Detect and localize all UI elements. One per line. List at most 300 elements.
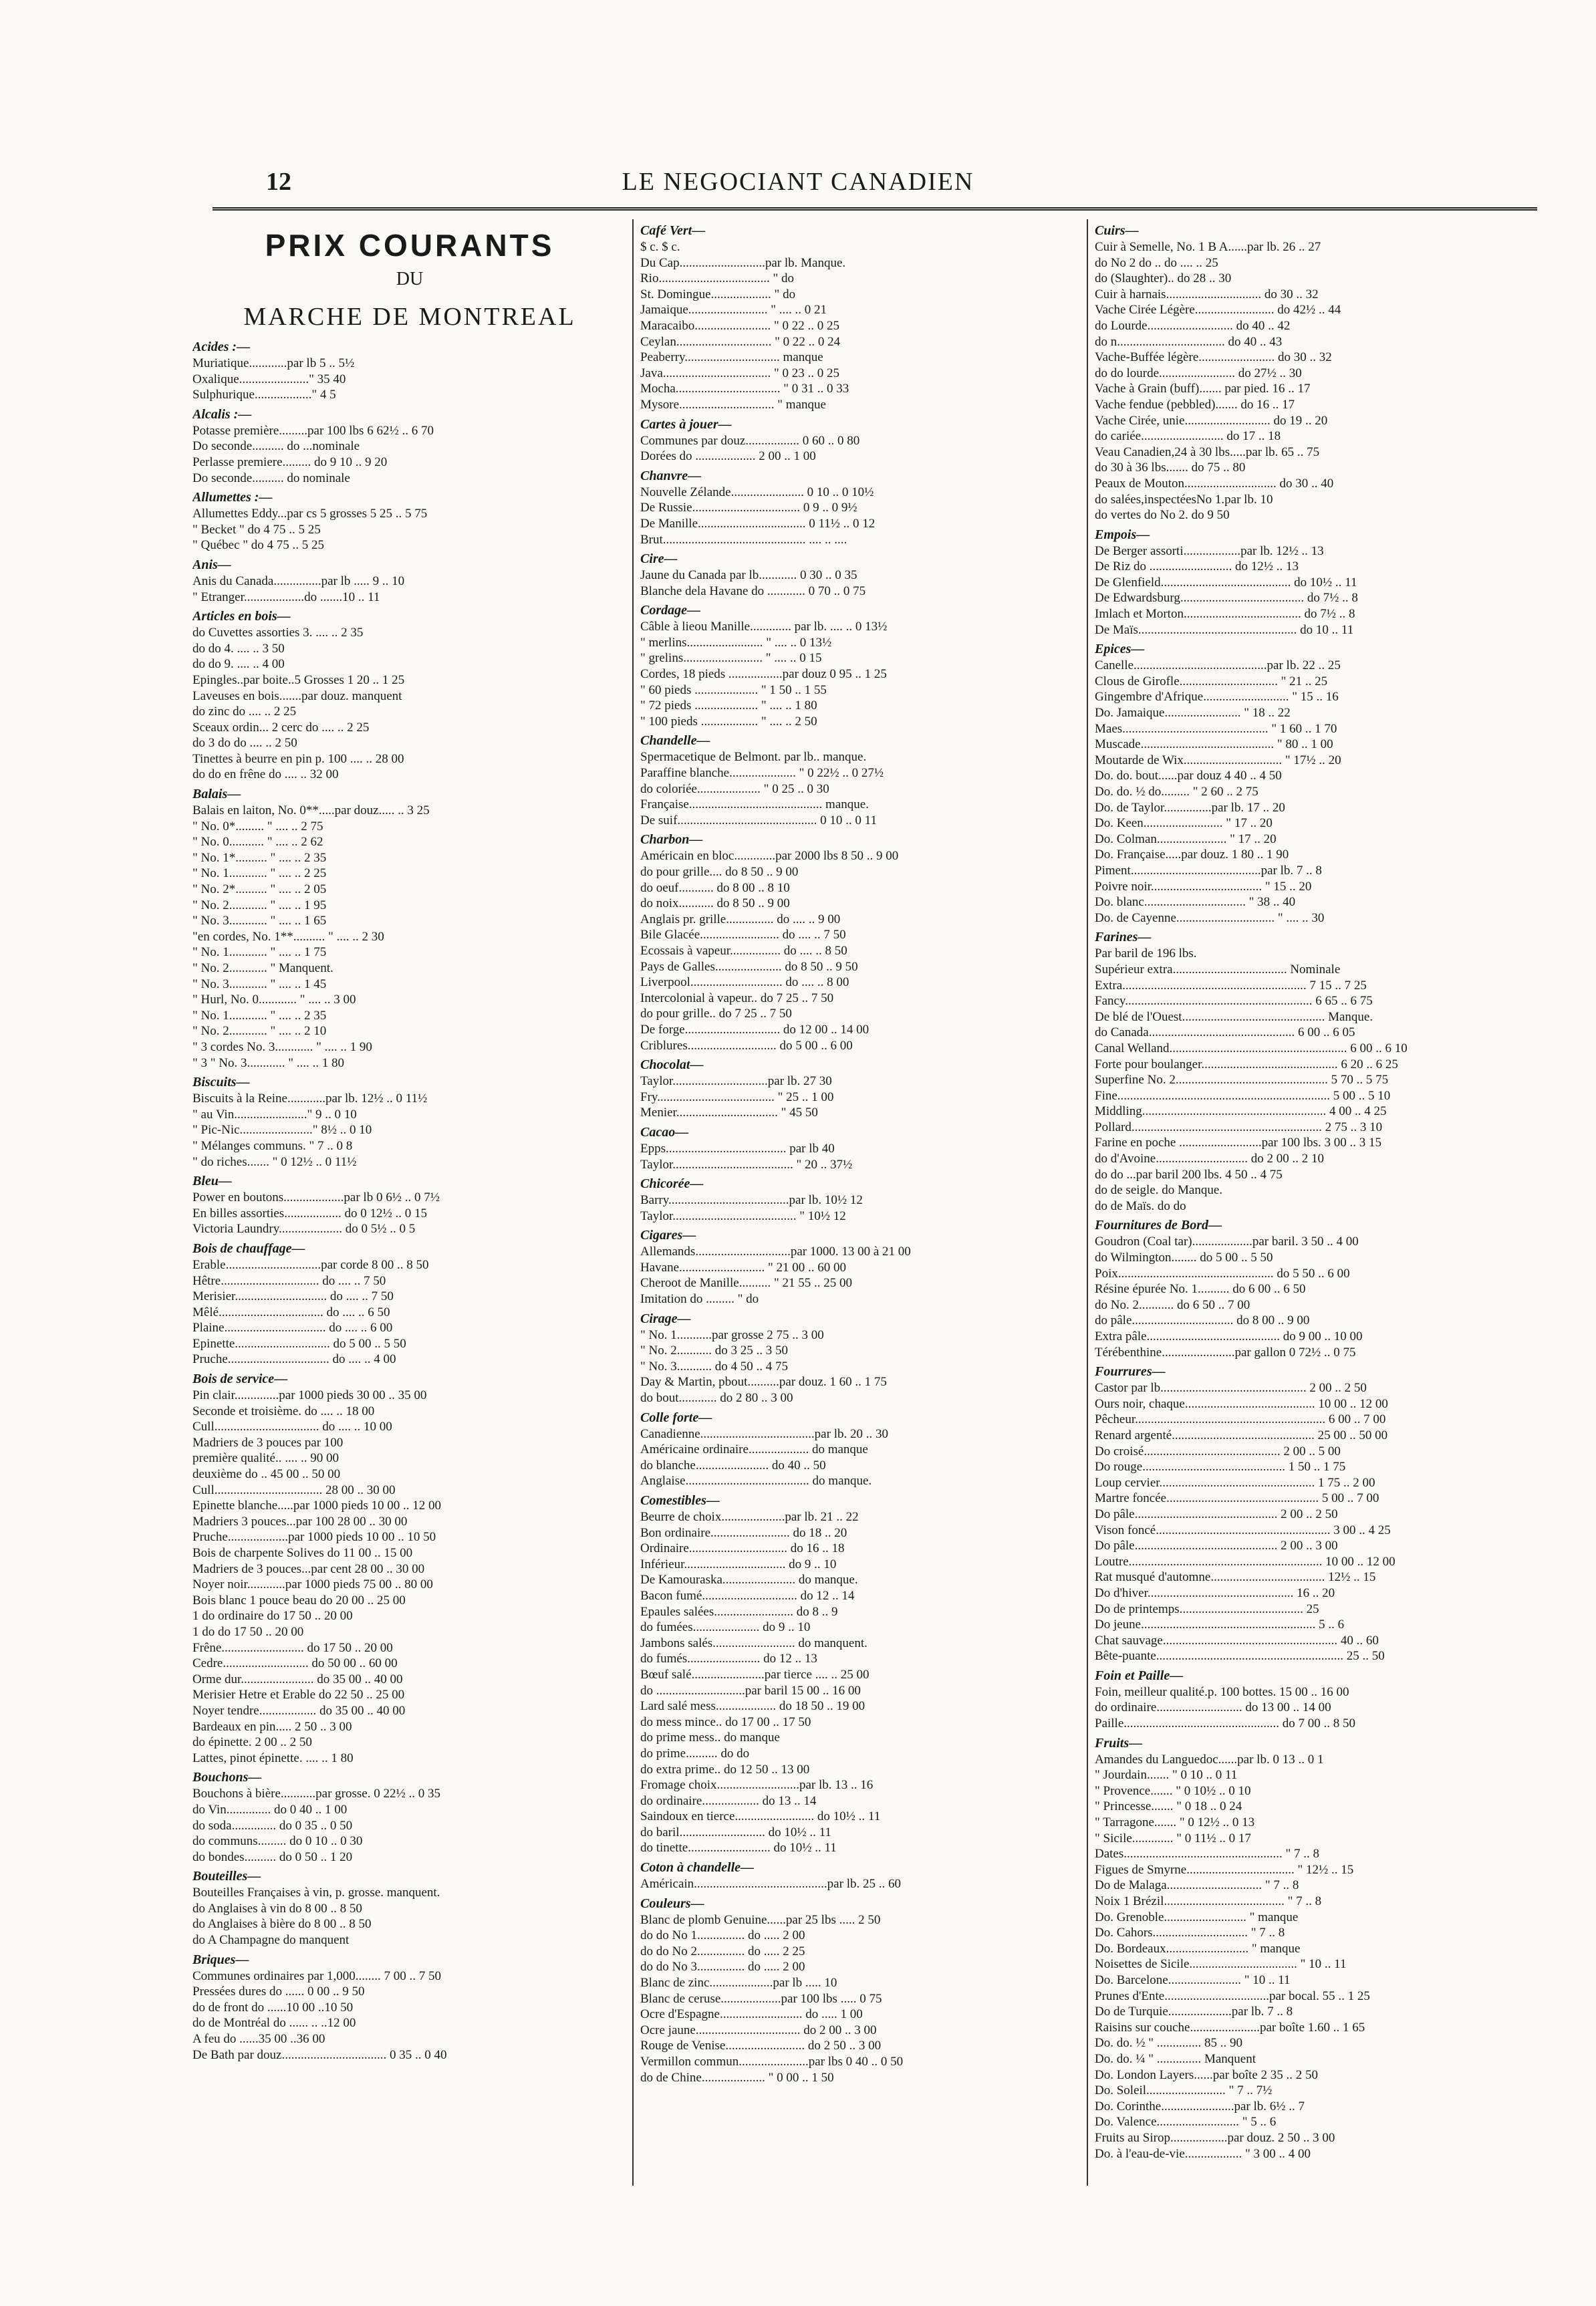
price-row: De Glenfield......................................... do 10½ .. 11 <box>1095 575 1357 590</box>
price-row: do pâle................................ do 8 00 .. 9 00 <box>1095 1313 1310 1328</box>
price-row: Résine épurée No. 1.......... do 6 00 .. 6 50 <box>1095 1282 1306 1297</box>
price-row: Amandes du Languedoc......par lb. 0 13 .. 0 1 <box>1095 1752 1324 1767</box>
price-row: Perlasse premiere......... do 9 10 .. 9 20 <box>192 455 388 469</box>
price-row: " No. 0........... " .... .. 2 62 <box>192 835 323 850</box>
price-row: do de Chine.................... " 0 00 .. 1 50 <box>640 2070 834 2085</box>
price-row: do mess mince.. do 17 00 .. 17 50 <box>640 1714 811 1729</box>
section-heading: Foin et Paille— <box>1095 1668 1184 1683</box>
price-row: Loup cervier................................................. 1 75 .. 2 00 <box>1095 1475 1375 1490</box>
section-heading: Bois de chauffage— <box>192 1241 305 1256</box>
price-row: Pruche...................par 1000 pieds 10 00 .. 10 50 <box>192 1530 436 1545</box>
section-heading: Chocolat— <box>640 1057 704 1073</box>
price-row: Fancy........................................................... 6 65 .. 6 75 <box>1095 994 1373 1009</box>
section-heading: Charbon— <box>640 832 703 848</box>
price-row: " No. 1............ " .... .. 2 25 <box>192 866 327 881</box>
price-row: do do ...par baril 200 lbs. 4 50 .. 4 75 <box>1095 1167 1283 1182</box>
price-row: Epinette.............................. do 5 00 .. 5 50 <box>192 1336 406 1351</box>
price-row: Bête-puante........................................................... 25 .. 50 <box>1095 1649 1385 1664</box>
price-row: Frêne.......................... do 17 50 .. 20 00 <box>192 1640 393 1655</box>
price-row: Ordinaire............................... do 16 .. 18 <box>640 1541 845 1556</box>
price-section <box>640 732 1081 828</box>
price-section <box>192 1172 627 1237</box>
price-row: Taylor...................................... " 20 .. 37½ <box>640 1157 853 1172</box>
price-section <box>640 1409 1081 1489</box>
price-row: Canal Welland........................................................ 6 00 .. 6 10 <box>1095 1041 1408 1055</box>
price-row: Dorées do ................... 2 00 .. 1 00 <box>640 449 816 464</box>
price-row: Bois de charpente Solives do 11 00 .. 15 00 <box>192 1546 413 1560</box>
section-heading: Comestibles— <box>640 1493 720 1508</box>
section-heading: Fourrures— <box>1095 1364 1166 1380</box>
price-row: Java.................................. " 0 23 .. 0 25 <box>640 366 840 380</box>
masthead <box>192 227 627 332</box>
price-section <box>640 416 1081 465</box>
price-row: Laveuses en bois.......par douz. manquent <box>192 688 402 703</box>
section-heading: Colle forte— <box>640 1410 712 1425</box>
price-row: do Wilmington........ do 5 00 .. 5 50 <box>1095 1251 1273 1265</box>
price-row: De Maïs.................................................. do 10 .. 11 <box>1095 622 1354 637</box>
price-row: Blanc de zinc....................par lb ..... 10 <box>640 1976 837 1991</box>
price-row: do de front do ......10 00 ..10 50 <box>192 2000 354 2015</box>
price-row: Canelle..........................................par lb. 22 .. 25 <box>1095 658 1341 673</box>
price-row: De Russie.................................. 0 9 .. 0 9½ <box>640 501 857 515</box>
price-row: Do. de Taylor...............par lb. 17 .. 20 <box>1095 800 1285 815</box>
price-row: Allemands..............................par 1000. 13 00 à 21 00 <box>640 1245 911 1259</box>
price-row: Barry......................................par lb. 10½ 12 <box>640 1193 863 1208</box>
price-row: Lattes, pinot épinette. .... .. 1 80 <box>192 1751 354 1765</box>
price-row: Havane........................... " 21 00 .. 60 00 <box>640 1260 847 1275</box>
masthead-market: MARCHE DE MONTREAL <box>243 303 576 331</box>
price-row: Extra pâle.......................................... do 9 00 .. 10 00 <box>1095 1329 1363 1343</box>
price-row: Chat sauvage....................................................... 40 .. 60 <box>1095 1633 1379 1648</box>
price-row: do cariée.......................... do 17 .. 18 <box>1095 429 1281 444</box>
price-row: Prunes d'Ente.................................par bocal. 55 .. 1 25 <box>1095 1989 1370 2003</box>
price-row: $ c. $ c. <box>640 240 680 254</box>
price-row: " Becket " do 4 75 .. 5 25 <box>192 522 321 537</box>
price-row: Middling.......................................................... 4 00 .. 4 25 <box>1095 1104 1387 1119</box>
price-row: Do. Valence.......................... " 5 .. 6 <box>1095 2115 1277 2130</box>
price-row: Allumettes Eddy...par cs 5 grosses 5 25 .. 5 75 <box>192 507 428 521</box>
price-row: " No. 1............ " .... .. 1 75 <box>192 945 327 960</box>
price-row: do do en frêne do .... .. 32 00 <box>192 767 339 782</box>
price-row: do communs......... do 0 10 .. 0 30 <box>192 1834 363 1849</box>
price-row: " No. 3........... do 4 50 .. 4 75 <box>640 1359 788 1374</box>
price-row: Blanc de ceruse...................par 100 lbs ..... 0 75 <box>640 1991 882 2006</box>
price-row: do de Montréal do ...... .. ..12 00 <box>192 2016 356 2031</box>
price-row: De Bath par douz................................. 0 35 .. 0 40 <box>192 2047 447 2062</box>
price-row: Muriatique............par lb 5 .. 5½ <box>192 356 355 370</box>
section-heading: Alcalis :— <box>192 406 252 422</box>
price-row: Imlach et Morton..................................... do 7½ .. 8 <box>1095 607 1355 622</box>
price-row: " Jourdain....... " 0 10 .. 0 11 <box>1095 1768 1238 1783</box>
price-row: do extra prime.. do 12 50 .. 13 00 <box>640 1762 810 1777</box>
price-section <box>192 1769 627 1865</box>
price-row: Day & Martin, pbout..........par douz. 1 60 .. 1 75 <box>640 1375 887 1390</box>
price-row: Castor par lb.............................................. 2 00 .. 2 50 <box>1095 1381 1367 1396</box>
price-row: Américain en bloc.............par 2000 lbs 8 50 .. 9 00 <box>640 849 899 864</box>
price-row: do baril........................... do 10½ .. 11 <box>640 1825 831 1839</box>
price-row: Do. Française.....par douz. 1 80 .. 1 90 <box>1095 848 1289 862</box>
price-row: Epingles..par boite..5 Grosses 1 20 .. 1 25 <box>192 672 405 687</box>
price-row: do pour grille.. do 7 25 .. 7 50 <box>640 1007 792 1021</box>
price-row: Orme dur....................... do 35 00 .. 40 00 <box>192 1672 403 1686</box>
price-row: Do. London Layers......par boîte 2 35 .. 2 50 <box>1095 2067 1319 2082</box>
price-row: do Anglaises à bière do 8 00 .. 8 50 <box>192 1917 372 1932</box>
price-row: De Riz do .......................... do 12½ .. 13 <box>1095 559 1299 574</box>
price-row: Merisier............................. do .... .. 7 50 <box>192 1289 394 1304</box>
price-row: Communes par douz................. 0 60 .. 0 80 <box>640 433 860 448</box>
price-section <box>192 785 627 1071</box>
price-row: Vermillon commun......................par lbs 0 40 .. 0 50 <box>640 2055 904 2069</box>
price-row: " merlins........................ " .... .. 0 13½ <box>640 635 832 650</box>
price-row: Pin clair..............par 1000 pieds 30 00 .. 35 00 <box>192 1388 427 1403</box>
price-row: Figues de Smyrne.................................. " 12½ .. 15 <box>1095 1862 1354 1877</box>
price-row: " No. 0*......... " .... .. 2 75 <box>192 819 323 834</box>
price-row: do No. 2........... do 6 50 .. 7 00 <box>1095 1297 1250 1312</box>
price-row: Lard salé mess................... do 18 50 .. 19 00 <box>640 1699 866 1714</box>
price-row: do noix........... do 8 50 .. 9 00 <box>640 896 790 911</box>
price-row: do do 9. .... .. 4 00 <box>192 657 285 672</box>
price-row: Mocha................................. " 0 31 .. 0 33 <box>640 382 849 396</box>
price-row: Bon ordinaire......................... do 18 .. 20 <box>640 1525 847 1540</box>
price-row: Saindoux en tierce......................... do 10½ .. 11 <box>640 1809 881 1824</box>
price-row: Foin, meilleur qualité.p. 100 bottes. 15 00 .. 16 00 <box>1095 1684 1349 1699</box>
price-row: Balais en laiton, No. 0**.....par douz..... .. 3 25 <box>192 803 430 818</box>
price-row: Tinettes à beurre en pin p. 100 .... .. 28 00 <box>192 751 404 766</box>
price-row: Do. Corinthe.......................par lb. 6½ .. 7 <box>1095 2099 1305 2113</box>
price-section <box>640 467 1081 547</box>
section-heading: Bouchons— <box>192 1770 262 1785</box>
price-row: Noyer tendre.................. do 35 00 .. 40 00 <box>192 1703 406 1718</box>
price-row: do ordinaire........................... do 13 00 .. 14 00 <box>1095 1700 1331 1715</box>
price-row: do Canada.............................................. 6 00 .. 6 05 <box>1095 1025 1355 1040</box>
price-row: do vertes do No 2. do 9 50 <box>1095 508 1230 523</box>
price-row: Farine en poche ..........................par 100 lbs. 3 00 .. 3 15 <box>1095 1136 1382 1150</box>
price-row: Menier................................ " 45 50 <box>640 1106 818 1120</box>
price-row: première qualité.. .... .. 90 00 <box>192 1451 339 1466</box>
price-row: do do No 2............... do ..... 2 25 <box>640 1944 805 1958</box>
price-row: do bout............ do 2 80 .. 3 00 <box>640 1391 793 1406</box>
price-row: Power en boutons...................par lb 0 6½ .. 0 7½ <box>192 1190 440 1205</box>
price-row: Criblures............................ do 5 00 .. 6 00 <box>640 1038 853 1053</box>
price-row: " Hurl, No. 0............ " .... .. 3 00 <box>192 993 356 1007</box>
price-row: Anglais pr. grille............... do .... .. 9 00 <box>640 912 841 926</box>
price-section <box>640 1056 1081 1121</box>
price-row: Poix................................................. do 5 50 .. 6 00 <box>1095 1266 1350 1281</box>
price-row: do prime.......... do do <box>640 1746 750 1761</box>
price-row: Cull.................................. 28 00 .. 30 00 <box>192 1483 396 1497</box>
section-heading: Chandelle— <box>640 733 710 749</box>
price-row: " 60 pieds .................... " 1 50 .. 1 55 <box>640 682 827 697</box>
price-row: Gingembre d'Afrique........................... " 15 .. 16 <box>1095 690 1339 704</box>
price-row: Do de Malaga.............................. " 7 .. 8 <box>1095 1878 1299 1893</box>
price-row: Do de Turquie....................par lb. 7 .. 8 <box>1095 2005 1293 2019</box>
price-row: Vache Cirée, unie........................... do 19 .. 20 <box>1095 413 1328 428</box>
price-row: do tinette.......................... do 10½ .. 11 <box>640 1841 837 1855</box>
price-row: " Pic-Nic......................." 8½ .. 0 10 <box>192 1123 372 1138</box>
price-row: Do pâle............................................. 2 00 .. 3 00 <box>1095 1539 1338 1553</box>
price-row: Nouvelle Zélande....................... 0 10 .. 0 10½ <box>640 485 874 499</box>
price-row: Epinette blanche.....par 1000 pieds 10 00 .. 12 00 <box>192 1499 442 1513</box>
price-row: do do No 3............... do ..... 2 00 <box>640 1960 805 1974</box>
price-row: Noix 1 Brézil...................................... " 7 .. 8 <box>1095 1894 1322 1908</box>
price-row: Raisins sur couche......................par boîte 1.60 .. 1 65 <box>1095 2020 1365 2035</box>
price-row: " No. 2........... do 3 25 .. 3 50 <box>640 1343 788 1358</box>
price-section <box>192 556 627 605</box>
price-row: Moutarde de Wix............................... " 17½ .. 20 <box>1095 753 1341 767</box>
price-row: De forge.............................. do 12 00 .. 14 00 <box>640 1022 870 1037</box>
price-row: Do. do. ½ " .............. 85 .. 90 <box>1095 2036 1242 2051</box>
price-row: do zinc do .... .. 2 25 <box>192 704 297 719</box>
price-row: Dates.................................................. " 7 .. 8 <box>1095 1847 1320 1862</box>
price-row: do 30 à 36 lbs....... do 75 .. 80 <box>1095 461 1246 475</box>
header-rule <box>213 207 1537 213</box>
price-row: " 100 pieds .................. " .... .. 2 50 <box>640 714 817 729</box>
price-row: Plaine................................ do .... .. 6 00 <box>192 1321 393 1335</box>
section-heading: Briques— <box>192 1952 249 1967</box>
price-row: Américain..........................................par lb. 25 .. 60 <box>640 1877 901 1892</box>
column-divider <box>1087 219 1088 2186</box>
price-row: " Provence....... " 0 10½ .. 0 10 <box>1095 1783 1251 1798</box>
price-row: Mysore.............................. " manque <box>640 397 826 412</box>
section-heading: Bois de service— <box>192 1372 288 1387</box>
price-row: Jaune du Canada par lb............ 0 30 .. 0 35 <box>640 568 857 583</box>
price-row: Do seconde.......... do ...nominale <box>192 439 360 454</box>
price-row: do Anglaises à vin do 8 00 .. 8 50 <box>192 1901 362 1916</box>
price-row: Do. à l'eau-de-vie.................. " 3 00 .. 4 00 <box>1095 2146 1311 2161</box>
price-row: De suif............................................ 0 10 .. 0 11 <box>640 813 877 827</box>
price-row: Poivre noir................................... " 15 .. 20 <box>1095 879 1312 894</box>
price-row: Vison foncé....................................................... 3 00 .. 4 25 <box>1095 1523 1391 1537</box>
price-row: Peaberry.............................. manque <box>640 350 823 365</box>
price-row: Pollard............................................................ 2 75 .. 3 10 <box>1095 1120 1383 1134</box>
price-row: Pressées dures do ...... 0 00 .. 9 50 <box>192 1984 365 1999</box>
price-section <box>640 1175 1081 1224</box>
price-row: do A Champagne do manquent <box>192 1933 350 1948</box>
price-row: Imitation do ......... " do <box>640 1292 759 1307</box>
price-row: Paille................................................. do 7 00 .. 8 50 <box>1095 1716 1356 1731</box>
price-row: De Kamouraska....................... do manque. <box>640 1573 858 1587</box>
price-row: Vache Cirée Légère......................... do 42½ .. 44 <box>1095 303 1341 317</box>
price-row: do ordinaire.................. do 13 .. 14 <box>640 1793 817 1808</box>
price-row: Bois blanc 1 pouce beau do 20 00 .. 25 00 <box>192 1593 406 1608</box>
price-row: do de Maïs. do do <box>1095 1198 1186 1213</box>
price-row: do do lourde........................ do 27½ .. 30 <box>1095 366 1302 380</box>
price-row: Erable..............................par corde 8 00 .. 8 50 <box>192 1257 429 1272</box>
price-row: Vache à Grain (buff)....... par pied. 16 .. 17 <box>1095 382 1311 396</box>
price-row: Oxalique......................" 35 40 <box>192 372 346 386</box>
price-row: do Cuvettes assorties 3. .... .. 2 35 <box>192 626 364 640</box>
price-section <box>640 1859 1081 1892</box>
price-row: Noisettes de Sicile.................................. " 10 .. 11 <box>1095 1957 1347 1972</box>
price-row: Taylor....................................... " 10½ 12 <box>640 1208 846 1223</box>
price-row: Maracaibo........................ " 0 22 .. 0 25 <box>640 318 839 333</box>
column-body <box>640 222 1081 2085</box>
section-heading: Cire— <box>640 551 678 567</box>
price-section <box>640 1227 1081 1307</box>
price-row: Rouge de Venise......................... do 2 50 .. 3 00 <box>640 2039 882 2053</box>
price-row: Cheroot de Manille.......... " 21 55 .. 25 00 <box>640 1276 852 1291</box>
price-column-1 <box>192 219 627 2206</box>
price-row: " No. 1............ " .... .. 2 35 <box>192 1008 327 1023</box>
price-row: Do. blanc................................ " 38 .. 40 <box>1095 895 1296 910</box>
price-section <box>1095 1667 1537 1732</box>
price-row: do blanche....................... do 40 .. 50 <box>640 1458 826 1472</box>
price-row: De Manille.................................. 0 11½ .. 0 12 <box>640 516 876 531</box>
price-row: Maes.............................................. " 1 60 .. 1 70 <box>1095 721 1337 736</box>
price-row: Fruits au Sirop..................par douz. 2 50 .. 3 00 <box>1095 2130 1335 2145</box>
section-heading: Couleurs— <box>640 1896 704 1911</box>
price-row: Do. Bordeaux.......................... " manque <box>1095 1941 1301 1956</box>
price-row: Do. Jamaique........................ " 18 .. 22 <box>1095 706 1291 721</box>
price-section <box>1095 1363 1537 1664</box>
price-row: Goudron (Coal tar)...................par baril. 3 50 .. 4 00 <box>1095 1235 1359 1249</box>
price-row: do do 4. .... .. 3 50 <box>192 641 285 656</box>
price-row: Biscuits à la Reine............par lb. 12½ .. 0 11½ <box>192 1092 428 1106</box>
price-row: Potasse première.........par 100 lbs 6 62½ .. 6 70 <box>192 423 434 438</box>
price-section <box>1095 1216 1537 1360</box>
price-row: Do. do. bout......par douz 4 40 .. 4 50 <box>1095 769 1282 783</box>
price-row: Martre foncée................................................ 5 00 .. 7 00 <box>1095 1491 1379 1506</box>
price-row: Merisier Hetre et Erable do 22 50 .. 25 00 <box>192 1688 405 1702</box>
section-heading: Empois— <box>1095 527 1150 542</box>
price-row: Clous de Girofle............................... " 21 .. 25 <box>1095 674 1328 688</box>
price-row: Do pâle............................................. 2 00 .. 2 50 <box>1095 1507 1338 1521</box>
price-row: do de seigle. do Manque. <box>1095 1183 1223 1198</box>
price-row: Intercolonial à vapeur.. do 7 25 .. 7 50 <box>640 991 834 1005</box>
price-section <box>192 338 627 403</box>
price-row: Do. do. ½ do......... " 2 60 .. 2 75 <box>1095 785 1258 799</box>
price-row: Bouchons à bière...........par grosse. 0 22½ .. 0 35 <box>192 1787 440 1801</box>
price-row: Cuir à Semelle, No. 1 B A......par lb. 26 .. 27 <box>1095 240 1321 254</box>
price-row: Anglaise....................................... do manque. <box>640 1474 872 1489</box>
column-body <box>192 338 627 2063</box>
price-row: Noyer noir............par 1000 pieds 75 00 .. 80 00 <box>192 1577 433 1592</box>
section-heading: Café Vert— <box>640 223 706 238</box>
section-heading: Fruits— <box>1095 1735 1143 1751</box>
price-row: Cedre........................... do 50 00 .. 60 00 <box>192 1656 398 1671</box>
price-row: Do seconde.......... do nominale <box>192 471 350 485</box>
column-body <box>1095 222 1537 2162</box>
price-row: Do. Keen......................... " 17 .. 20 <box>1095 816 1273 831</box>
section-heading: Acides :— <box>192 340 251 354</box>
section-heading: Fournitures de Bord— <box>1095 1218 1222 1233</box>
price-section <box>640 1895 1081 2086</box>
price-column-2 <box>640 219 1081 2206</box>
price-row: do coloriée.................... " 0 25 .. 0 30 <box>640 781 829 796</box>
price-row: De blé de l'Ouest............................................. Manque. <box>1095 1009 1373 1024</box>
section-heading: Cuirs— <box>1095 223 1139 238</box>
price-row: Epps...................................... par lb 40 <box>640 1141 835 1156</box>
price-row: Du Cap...........................par lb. Manque. <box>640 255 846 270</box>
price-row: " No. 1*.......... " .... .. 2 35 <box>192 850 327 865</box>
column-divider <box>632 219 634 2186</box>
price-row: do Lourde........................... do 40 .. 42 <box>1095 318 1291 333</box>
section-heading: Cacao— <box>640 1124 689 1140</box>
price-row: De Berger assorti..................par lb. 12½ .. 13 <box>1095 543 1324 558</box>
price-row: Victoria Laundry.................... do 0 5½ .. 0 5 <box>192 1222 416 1237</box>
price-row: Epaules salées......................... do 8 .. 9 <box>640 1604 838 1619</box>
price-section <box>1095 222 1537 523</box>
price-row: Sceaux ordin... 2 cerc do .... .. 2 25 <box>192 720 370 735</box>
price-row: Peaux de Mouton............................. do 30 .. 40 <box>1095 476 1334 491</box>
price-row: Madriers de 3 pouces...par cent 28 00 .. 30 00 <box>192 1561 425 1576</box>
price-row: Beurre de choix....................par lb. 21 .. 22 <box>640 1510 859 1524</box>
price-row: Canadienne....................................par lb. 20 .. 30 <box>640 1426 888 1441</box>
price-section <box>192 1240 627 1368</box>
price-row: " do riches....... " 0 12½ .. 0 11½ <box>192 1154 357 1169</box>
section-heading: Allumettes :— <box>192 490 273 505</box>
price-row: Do rouge............................................. 1 50 .. 1 75 <box>1095 1460 1346 1475</box>
price-row: 1 do ordinaire do 17 50 .. 20 00 <box>192 1609 353 1624</box>
price-row: do ............................par baril 15 00 .. 16 00 <box>640 1683 861 1698</box>
price-row: Do. de Cayenne............................... " .... .. 30 <box>1095 910 1325 925</box>
section-heading: Bouteilles— <box>192 1869 261 1884</box>
section-heading: Chanvre— <box>640 468 702 483</box>
price-section <box>640 1492 1081 1856</box>
price-row: do do No 1............... do ..... 2 00 <box>640 1928 805 1943</box>
section-heading: Chicorée— <box>640 1176 704 1192</box>
price-row: Do croisé........................................... 2 00 .. 5 00 <box>1095 1444 1341 1458</box>
price-row: do n.................................. do 40 .. 43 <box>1095 334 1283 349</box>
price-row: Liverpool............................. do .... .. 8 00 <box>640 975 849 990</box>
price-row: " No. 3............ " .... .. 1 65 <box>192 914 327 928</box>
price-row: Américaine ordinaire................... do manque <box>640 1442 868 1457</box>
price-section <box>192 406 627 486</box>
price-row: Anis du Canada...............par lb ..... 9 .. 10 <box>192 573 405 588</box>
price-section <box>640 602 1081 729</box>
price-row: Vache-Buffée légère........................ do 30 .. 32 <box>1095 350 1332 365</box>
price-row: " No. 2............ " .... .. 2 10 <box>192 1024 327 1039</box>
price-row: Rio................................... " do <box>640 271 794 286</box>
price-section <box>1095 640 1537 926</box>
price-row: " No. 2*.......... " .... .. 2 05 <box>192 882 327 897</box>
price-row: St. Domingue................... " do <box>640 287 796 301</box>
section-heading: Cigares— <box>640 1228 696 1243</box>
price-row: 1 do do 17 50 .. 20 00 <box>192 1624 304 1639</box>
price-row: " No. 2............ " Manquent. <box>192 961 334 975</box>
price-row: do No 2 do .. do .... .. 25 <box>1095 255 1218 270</box>
price-row: Brut............................................. .... .. .... <box>640 532 847 547</box>
price-row: Bacon fumé.............................. do 12 .. 14 <box>640 1588 855 1603</box>
price-row: Cordes, 18 pieds .................par douz 0 95 .. 1 25 <box>640 667 887 682</box>
price-row: Do de printemps....................................... 25 <box>1095 1602 1319 1616</box>
price-row: " Québec " do 4 75 .. 5 25 <box>192 538 325 553</box>
price-row: Térébenthine.......................par gallon 0 72½ .. 0 75 <box>1095 1345 1356 1360</box>
price-row: do Vin.............. do 0 40 .. 1 00 <box>192 1802 348 1817</box>
section-heading: Articles en bois— <box>192 609 291 624</box>
price-row: deuxième do .. 45 00 .. 50 00 <box>192 1467 341 1482</box>
price-row: Bœuf salé.......................par tierce .... .. 25 00 <box>640 1667 870 1682</box>
price-row: Bouteilles Françaises à vin, p. grosse. manquent. <box>192 1886 440 1900</box>
price-row: Jamaique......................... " .... .. 0 21 <box>640 303 827 317</box>
price-row: Taylor..............................par lb. 27 30 <box>640 1074 832 1089</box>
price-row: Cull................................. do .... .. 10 00 <box>192 1420 392 1434</box>
price-row: Mêlé................................. do .... .. 6 50 <box>192 1305 390 1319</box>
price-row: " 72 pieds .................... " .... .. 1 80 <box>640 698 817 713</box>
price-section <box>192 1073 627 1170</box>
price-row: Par baril de 196 lbs. <box>1095 946 1197 961</box>
price-row: Bile Glacée......................... do .... .. 7 50 <box>640 928 846 942</box>
price-row: " Mélanges communs. " 7 .. 0 8 <box>192 1138 353 1153</box>
price-row: Fromage choix..........................par lb. 13 .. 16 <box>640 1778 874 1793</box>
price-row: En billes assorties.................. do 0 12½ .. 0 15 <box>192 1206 427 1221</box>
price-row: " No. 3............ " .... .. 1 45 <box>192 977 327 991</box>
price-row: Madriers 3 pouces...par 100 28 00 .. 30 00 <box>192 1514 408 1529</box>
price-section <box>192 489 627 553</box>
price-row: Française.......................................... manque. <box>640 797 869 812</box>
price-row: A feu do ......35 00 ..36 00 <box>192 2032 325 2047</box>
price-column-3 <box>1095 219 1537 2206</box>
